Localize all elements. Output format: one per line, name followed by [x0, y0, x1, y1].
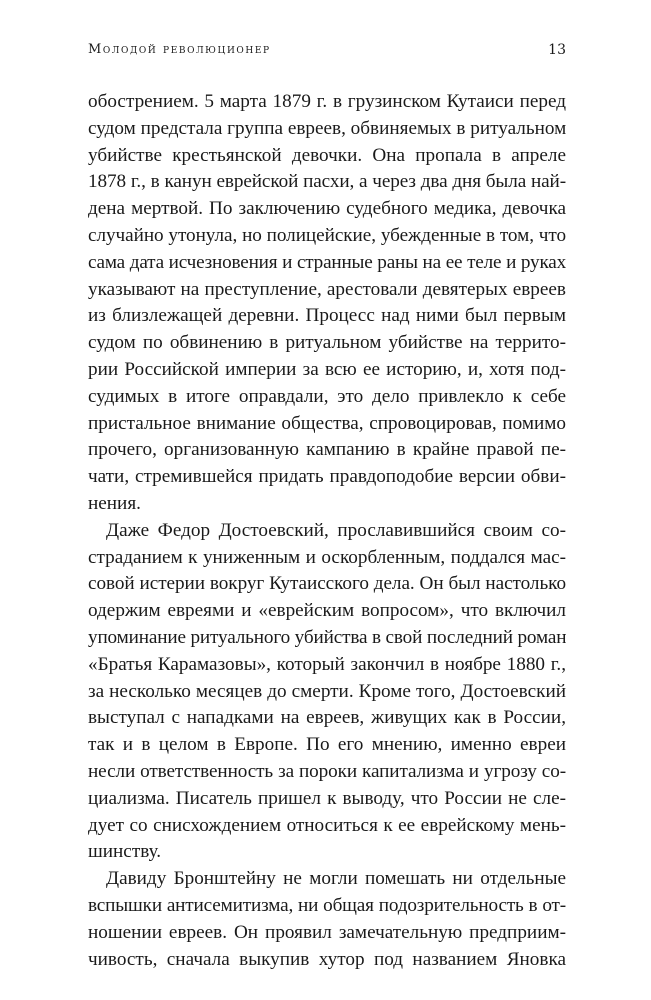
text-line: судимых в итоге оправдали, это дело привлекло к себе	[88, 385, 566, 407]
text-line: страданием к униженным и оскорбленным, поддался мас-	[88, 546, 566, 568]
text-line: циализма. Писатель пришел к выводу, что России не сле-	[88, 787, 566, 809]
text-line: обострением. 5 марта 1879 г. в грузинском Кутаиси перед	[88, 91, 566, 112]
text-line: так и в целом в Европе. По его мнению, именно евреи	[88, 734, 566, 756]
text-line: несли ответственность за пороки капитализма и угрозу со-	[88, 760, 566, 782]
running-head	[88, 42, 566, 62]
text-line: совой истерии вокруг Кутаисского дела. Он был настолько	[88, 573, 566, 595]
text-body	[88, 89, 566, 989]
text-line: выступал с нападками на евреев, живущих как в России,	[88, 707, 566, 729]
text-line: ношении евреев. Он проявил замечательную предприим-	[88, 921, 566, 943]
text-line: прочего, организованную кампанию в крайне правой пе-	[88, 439, 566, 461]
text-line: чивость, сначала выкупив хутор под названием Яновка	[88, 948, 566, 970]
text-line: указывают на преступление, арестовали девятерых евреев	[88, 278, 566, 300]
paragraph-3	[88, 866, 566, 973]
text-line: «Братья Карамазовы», который закончил в ноябре 1880 г.,	[88, 653, 566, 675]
text-line: рии Российской империи за всю ее историю, и, хотя под-	[88, 358, 566, 380]
text-line: дует со снисхождением относиться к ее еврейскому мень-	[88, 814, 566, 836]
text-line: упоминание ритуального убийства в свой последний роман	[88, 626, 566, 648]
text-line: судом предстала группа евреев, обвиняемых в ритуальном	[88, 117, 566, 139]
text-line: за несколько месяцев до смерти. Кроме того, Достоевский	[88, 680, 566, 702]
text-line: 1878 г., в канун еврейской пасхи, а через два дня была най-	[88, 171, 566, 193]
paragraph-2	[88, 518, 566, 866]
text-line: одержим евреями и «еврейским вопросом», что включил	[88, 600, 566, 622]
text-line: чати, стремившейся придать правдоподобие версии обви-	[88, 466, 566, 488]
text-line: дена мертвой. По заключению судебного медика, девочка	[88, 198, 566, 220]
text-line: из близлежащей деревни. Процесс над ними был первым	[88, 305, 566, 327]
text-line: шинству.	[88, 841, 162, 863]
text-line: убийстве крестьянской девочки. Она пропала в апреле	[88, 144, 566, 166]
text-line: пристальное внимание общества, спровоцировав, помимо	[88, 412, 566, 434]
text-line: нения.	[88, 492, 141, 514]
text-line: случайно утонула, но полицейские, убежденные в том, что	[88, 224, 566, 246]
running-title: Молодой революционер	[88, 42, 271, 57]
text-line: судом по обвинению в ритуальном убийстве на террито-	[88, 332, 566, 354]
paragraph-1	[88, 89, 566, 518]
page-number: 13	[548, 42, 566, 58]
text-line: Давиду Бронштейну не могли помешать ни отдельные	[106, 868, 566, 890]
text-line: сама дата исчезновения и странные раны на ее теле и руках	[88, 251, 566, 273]
text-line: вспышки антисемитизма, ни общая подозрительность в от-	[88, 894, 566, 916]
text-line: Даже Федор Достоевский, прославившийся своим со-	[106, 519, 566, 541]
